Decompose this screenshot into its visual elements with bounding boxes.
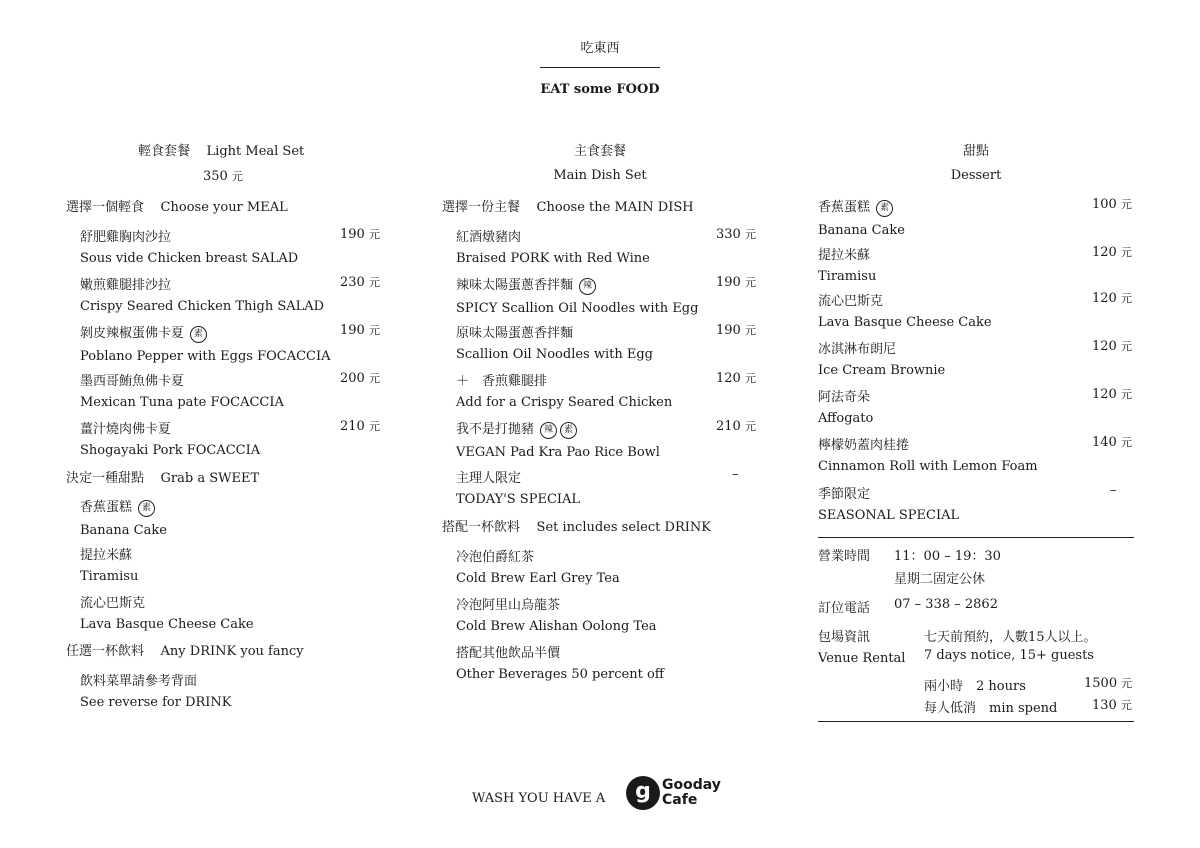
list-item xyxy=(80,496,167,538)
dish-price: 120 元 xyxy=(716,371,756,386)
rental-two-hours xyxy=(924,675,1138,694)
dessert-name-en: Ice Cream Brownie xyxy=(818,363,946,378)
hours-label: 營業時間 xyxy=(818,549,871,564)
spicy-badge-icon: 辣 xyxy=(540,422,557,439)
drink-note xyxy=(80,670,232,710)
rental-label-en: Venue Rental xyxy=(818,651,906,666)
dish-name-en: Scallion Oil Noodles with Egg xyxy=(456,347,653,362)
menu-title-en: EAT some FOOD xyxy=(540,82,660,97)
meal-name-cn: 剝皮辣椒蛋佛卡夏 素 xyxy=(80,322,385,343)
set-drink-cn: 搭配一杯飲料 xyxy=(442,520,521,535)
list-item xyxy=(456,467,761,507)
main-set-heading-en: Main Dish Set xyxy=(553,168,647,183)
meal-name-en: Crispy Seared Chicken Thigh SALAD xyxy=(80,299,325,314)
two-hours-price: 1500 元 xyxy=(1084,676,1133,691)
info-top-divider xyxy=(818,537,1134,538)
info-bottom-divider xyxy=(818,721,1134,722)
special-name-en: TODAY'S SPECIAL xyxy=(456,492,581,507)
reservation-phone xyxy=(818,597,1138,616)
list-item xyxy=(80,370,385,410)
dessert-name-en: Cinnamon Roll with Lemon Foam xyxy=(818,459,1038,474)
list-item xyxy=(818,244,1138,284)
logo-letter: g xyxy=(635,779,651,804)
drink-note-en: See reverse for DRINK xyxy=(80,695,232,710)
logo-line-2: Cafe xyxy=(662,792,698,808)
meal-price: 190 元 xyxy=(340,323,380,338)
min-spend-label: 每人低消 min spend xyxy=(924,701,1058,716)
dessert-price: 140 元 xyxy=(1092,435,1132,450)
drink-name-en: Cold Brew Earl Grey Tea xyxy=(456,571,620,586)
any-drink-en: Any DRINK you fancy xyxy=(160,644,304,659)
list-item xyxy=(80,418,385,458)
choose-main-cn: 選擇一份主餐 xyxy=(442,200,521,215)
dessert-heading-en: Dessert xyxy=(950,168,1002,183)
dish-name-cn: 我不是打拋豬 辣 素 xyxy=(456,418,761,439)
choose-meal-label xyxy=(66,196,288,215)
meal-name-en: Sous vide Chicken breast SALAD xyxy=(80,251,299,266)
drink-name-cn: 冷泡伯爵紅茶 xyxy=(456,550,535,565)
list-item xyxy=(818,434,1138,474)
logo-line-1: Gooday xyxy=(662,777,721,793)
meal-name-cn: 薑汁燒肉佛卡夏 xyxy=(80,422,172,437)
any-drink-cn: 任選一杯飲料 xyxy=(66,644,145,659)
hours-value: 11：00 – 19：30 xyxy=(894,549,1001,564)
dish-price: 210 元 xyxy=(716,419,756,434)
list-item xyxy=(456,418,761,460)
drink-name-en: Other Beverages 50 percent off xyxy=(456,667,665,682)
drink-note-cn: 飲料菜單請參考背面 xyxy=(80,674,198,689)
grab-sweet-cn: 決定一種甜點 xyxy=(66,471,145,486)
dish-name-en: VEGAN Pad Kra Pao Rice Bowl xyxy=(456,445,660,460)
drink-name-en: Cold Brew Alishan Oolong Tea xyxy=(456,619,657,634)
meal-name-cn: 墨西哥鮪魚佛卡夏 xyxy=(80,374,185,389)
dessert-heading-cn: 甜點 xyxy=(962,144,989,159)
dessert-name-cn: 香蕉蛋糕 素 xyxy=(818,196,1138,217)
list-item xyxy=(456,370,761,410)
light-set-heading-cn: 輕食套餐 xyxy=(138,144,191,159)
meal-price: 210 元 xyxy=(340,419,380,434)
title-divider xyxy=(540,67,660,68)
dessert-name-cn: 阿法奇朵 xyxy=(818,390,871,405)
venue-rental xyxy=(818,626,1138,666)
dessert-name-en: Banana Cake xyxy=(818,223,905,238)
special-price: – xyxy=(732,467,739,482)
any-drink-label xyxy=(66,640,304,659)
drink-name-cn: 搭配其他飲品半價 xyxy=(456,646,561,661)
dessert-price: 100 元 xyxy=(1092,197,1132,212)
list-item xyxy=(818,386,1138,426)
meal-price: 190 元 xyxy=(340,227,380,242)
seasonal-name-en: SEASONAL SPECIAL xyxy=(818,508,960,523)
meal-name-en: Mexican Tuna pate FOCACCIA xyxy=(80,395,284,410)
sweet-name-en: Banana Cake xyxy=(80,523,167,538)
two-hours-label: 兩小時 2 hours xyxy=(924,679,1026,694)
list-item xyxy=(456,546,620,586)
light-set-price-value: 350 xyxy=(203,169,228,184)
dessert-name-cn: 冰淇淋布朗尼 xyxy=(818,342,897,357)
currency-label: 元 xyxy=(231,170,243,183)
dessert-price: 120 元 xyxy=(1092,291,1132,306)
meal-name-en: Poblano Pepper with Eggs FOCACCIA xyxy=(80,349,331,364)
list-item xyxy=(456,322,761,362)
seasonal-price: – xyxy=(1110,483,1117,498)
seasonal-name-cn: 季節限定 xyxy=(818,487,871,502)
list-item xyxy=(818,338,1138,378)
light-set-heading-en: Light Meal Set xyxy=(206,144,305,159)
dessert-price: 120 元 xyxy=(1092,387,1132,402)
menu-title-cn: 吃東西 xyxy=(580,41,620,56)
rental-notice-cn: 七天前預約，人數15人以上。 xyxy=(924,630,1097,645)
list-item xyxy=(80,274,385,314)
main-set-heading-cn: 主食套餐 xyxy=(573,144,626,159)
min-spend-price: 130 元 xyxy=(1092,698,1132,713)
rental-notice-en: 7 days notice, 15+ guests xyxy=(924,648,1094,663)
sweet-name-en: Lava Basque Cheese Cake xyxy=(80,617,254,632)
dish-name-cn: 辣味太陽蛋蔥香拌麵 辣 xyxy=(456,274,761,295)
sweet-name-cn: 流心巴斯克 xyxy=(80,596,146,611)
rental-label-cn: 包場資訊 xyxy=(818,630,871,645)
vegetarian-badge-icon: 素 xyxy=(560,422,577,439)
choose-meal-en: Choose your MEAL xyxy=(160,200,288,215)
grab-sweet-label xyxy=(66,467,259,486)
dessert-price: 120 元 xyxy=(1092,245,1132,260)
list-item xyxy=(80,322,385,364)
dessert-name-en: Lava Basque Cheese Cake xyxy=(818,315,992,330)
spicy-badge-icon: 辣 xyxy=(579,278,596,295)
dessert-name-en: Affogato xyxy=(818,411,874,426)
rental-min-spend xyxy=(924,697,1138,716)
choose-main-en: Choose the MAIN DISH xyxy=(536,200,694,215)
meal-name-en: Shogayaki Pork FOCACCIA xyxy=(80,443,261,458)
sweet-name-cn: 香蕉蛋糕 素 xyxy=(80,496,167,517)
dessert-name-cn: 檸檬奶蓋肉桂捲 xyxy=(818,438,910,453)
vegetarian-badge-icon: 素 xyxy=(190,326,207,343)
dessert-name-cn: 流心巴斯克 xyxy=(818,294,884,309)
dish-name-cn: 紅酒燉豬肉 xyxy=(456,230,522,245)
list-item xyxy=(456,642,664,682)
dessert-price: 120 元 xyxy=(1092,339,1132,354)
dish-name-en: Add for a Crispy Seared Chicken xyxy=(456,395,673,410)
list-item xyxy=(818,483,1138,523)
list-item xyxy=(818,290,1138,330)
special-name-cn: 主理人限定 xyxy=(456,471,522,486)
dish-price: 190 元 xyxy=(716,323,756,338)
list-item xyxy=(80,226,385,266)
dish-price: 190 元 xyxy=(716,275,756,290)
vegetarian-badge-icon: 素 xyxy=(876,200,893,217)
light-set-heading xyxy=(138,140,338,159)
meal-price: 230 元 xyxy=(340,275,380,290)
meal-price: 200 元 xyxy=(340,371,380,386)
grab-sweet-en: Grab a SWEET xyxy=(160,471,260,486)
choose-meal-cn: 選擇一個輕食 xyxy=(66,200,145,215)
phone-label: 訂位電話 xyxy=(818,601,871,616)
list-item xyxy=(80,544,138,584)
list-item xyxy=(456,274,761,316)
dish-name-en: Braised PORK with Red Wine xyxy=(456,251,650,266)
light-set-price xyxy=(203,168,243,184)
sweet-name-cn: 提拉米蘇 xyxy=(80,548,133,563)
set-drink-en: Set includes select DRINK xyxy=(536,520,711,535)
dessert-name-en: Tiramisu xyxy=(818,269,877,284)
logo-wordmark xyxy=(662,778,721,808)
vegetarian-badge-icon: 素 xyxy=(138,500,155,517)
closed-day: 星期二固定公休 xyxy=(894,572,986,587)
list-item xyxy=(456,226,761,266)
phone-value: 07 – 338 – 2862 xyxy=(894,597,998,612)
choose-main-label xyxy=(442,196,694,215)
dish-name-en: SPICY Scallion Oil Noodles with Egg xyxy=(456,301,699,316)
list-item xyxy=(456,594,657,634)
gooday-logo-icon xyxy=(626,776,660,810)
dish-name-cn: ＋ 香煎雞腿排 xyxy=(456,374,548,389)
meal-name-cn: 嫩煎雞腿排沙拉 xyxy=(80,278,172,293)
list-item xyxy=(80,592,254,632)
business-hours xyxy=(818,545,1138,564)
dish-name-cn: 原味太陽蛋蔥香拌麵 xyxy=(456,326,574,341)
drink-name-cn: 冷泡阿里山烏龍茶 xyxy=(456,598,561,613)
list-item xyxy=(818,196,1138,238)
sweet-name-en: Tiramisu xyxy=(80,569,139,584)
footer-tagline: WASH YOU HAVE A xyxy=(472,791,606,806)
dish-price: 330 元 xyxy=(716,227,756,242)
set-drink-label xyxy=(442,516,711,535)
dessert-name-cn: 提拉米蘇 xyxy=(818,248,871,263)
meal-name-cn: 舒肥雞胸肉沙拉 xyxy=(80,230,172,245)
